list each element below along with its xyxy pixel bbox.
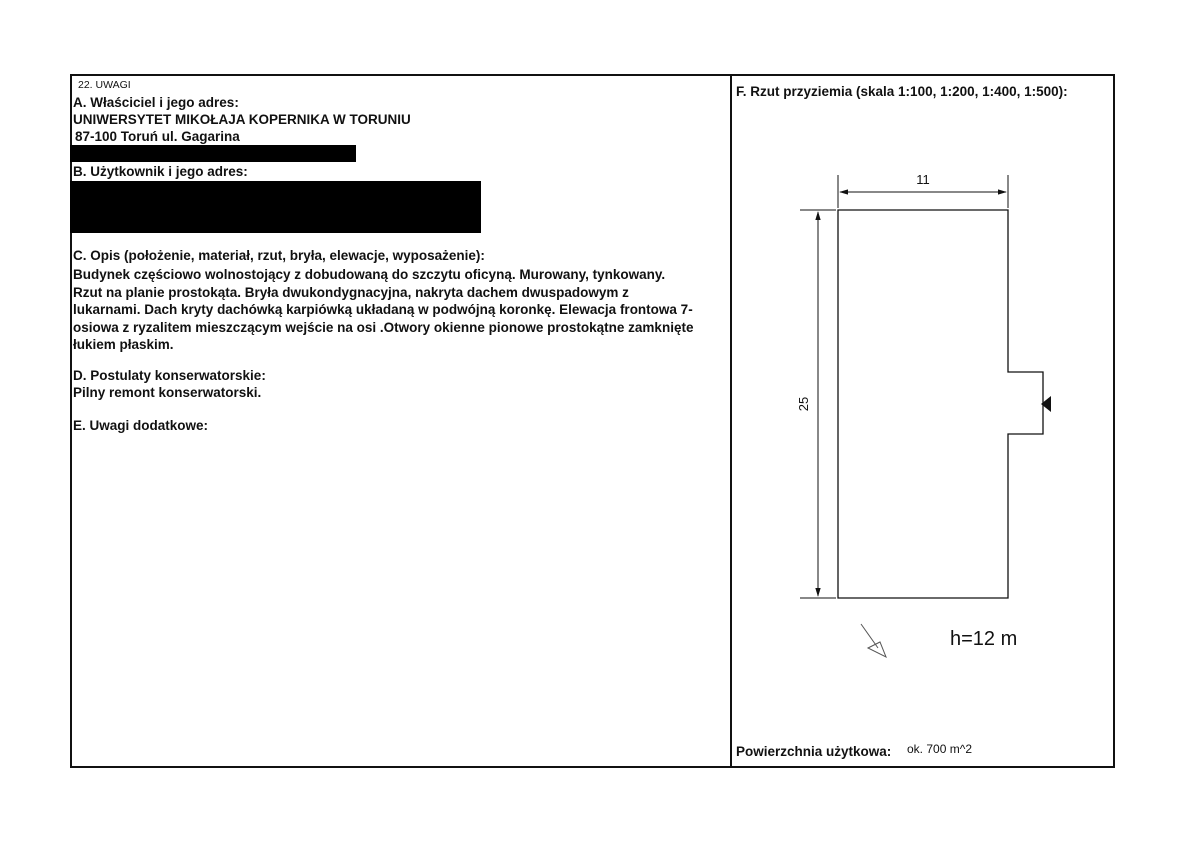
- plan-heading: F. Rzut przyziemia (skala 1:100, 1:200, 1:400, 1:500):: [736, 84, 1068, 99]
- length-label: 25: [796, 396, 811, 412]
- section-number: 22. UWAGI: [78, 79, 131, 91]
- building-outline: [838, 210, 1043, 598]
- description-line: Budynek częściowo wolnostojący z dobudowaną do szczytu oficyną. Murowany, tynkowany.: [73, 267, 666, 282]
- width-label: 11: [916, 172, 930, 187]
- area-label: Powierzchnia użytkowa:: [736, 744, 892, 759]
- owner-address: 87-100 Toruń ul. Gagarina: [75, 129, 240, 144]
- postulates-text: Pilny remont konserwatorski.: [73, 385, 262, 400]
- description-line: lukarnami. Dach kryty dachówką karpiówką układaną w podwójną koronkę. Elewacja frontowa 7-: [73, 302, 693, 317]
- owner-heading: A. Właściciel i jego adres:: [73, 95, 239, 110]
- postulates-heading: D. Postulaty konserwatorskie:: [73, 368, 266, 383]
- north-arrow-icon: [861, 624, 886, 657]
- area-value: ok. 700 m^2: [907, 742, 972, 756]
- building-height: h=12 m: [950, 628, 1018, 650]
- user-heading: B. Użytkownik i jego adres:: [73, 164, 248, 179]
- remarks-heading: E. Uwagi dodatkowe:: [73, 418, 209, 433]
- description-line: osiowa z ryzalitem mieszczącym wejście na osi .Otwory okienne pionowe prostokątne zamknięte: [73, 319, 694, 335]
- description-heading: C. Opis (położenie, materiał, rzut, bryła, elewacje, wyposażenie):: [73, 248, 485, 263]
- owner-name: UNIWERSYTET MIKOŁAJA KOPERNIKA W TORUNIU: [73, 112, 411, 127]
- description-line: łukiem płaskim.: [73, 337, 174, 352]
- description-line: Rzut na planie prostokąta. Bryła dwukondygnacyjna, nakryta dachem dwuspadowym z: [73, 284, 629, 300]
